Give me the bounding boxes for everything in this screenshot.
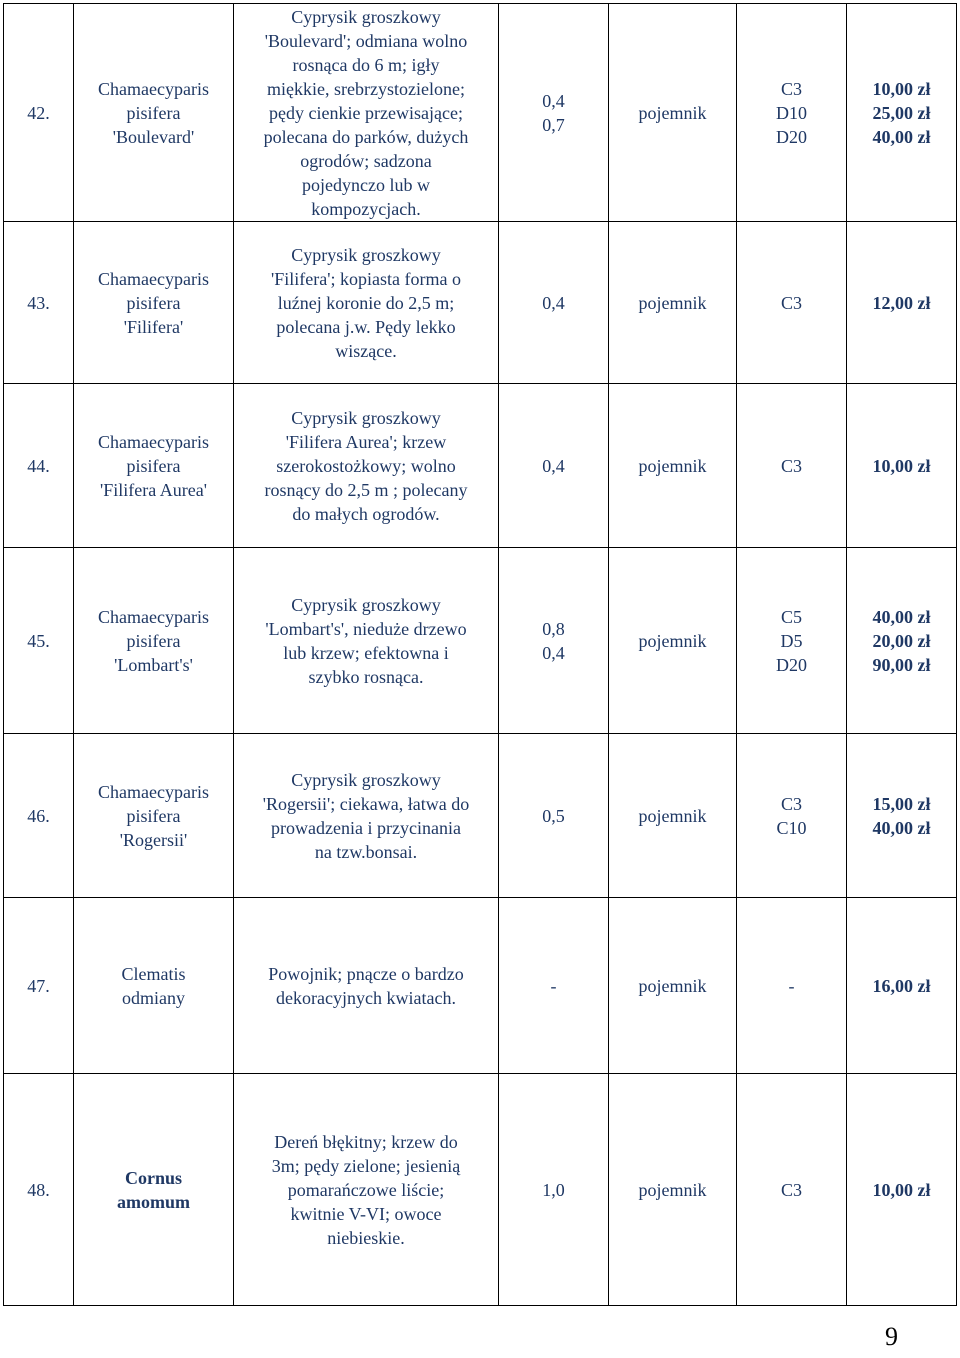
price — [847, 898, 957, 1074]
description-line: ogrodów; sadzona — [300, 150, 432, 171]
plant-name — [74, 898, 234, 1074]
plant-description — [234, 384, 499, 548]
height-value: 1,0 — [542, 1179, 565, 1200]
description-line: szerokostożkowy; wolno — [276, 455, 456, 476]
plant-name-line: 'Lombart's' — [114, 654, 193, 675]
size-value: - — [788, 975, 795, 996]
plant-height — [499, 898, 609, 1074]
plant-name-line: Chamaecyparis — [98, 268, 209, 289]
size-value: D20 — [776, 126, 807, 147]
price-value: 25,00 zł — [872, 102, 931, 123]
plant-description — [234, 548, 499, 734]
price-value: 40,00 zł — [872, 126, 931, 147]
table-row — [4, 384, 957, 548]
plant-name-line: 'Boulevard' — [112, 126, 195, 147]
description-line: Powojnik; pnącze o bardzo — [268, 963, 464, 984]
plant-name-line: pisifera — [126, 292, 181, 313]
item-number: 43. — [4, 222, 74, 384]
plant-description — [234, 898, 499, 1074]
plant-height — [499, 384, 609, 548]
item-number: 45. — [4, 548, 74, 734]
item-number: 42. — [4, 4, 74, 222]
plant-name-line: pisifera — [126, 805, 181, 826]
plant-height — [499, 222, 609, 384]
description-line: Cyprysik groszkowy — [291, 407, 441, 428]
plant-name-line: pisifera — [126, 102, 181, 123]
plant-height — [499, 734, 609, 898]
description-line: 'Filifera Aurea'; krzew — [285, 431, 447, 452]
description-line: polecana do parków, dużych — [263, 126, 469, 147]
height-value: 0,4 — [542, 642, 565, 663]
size-value: D5 — [780, 630, 803, 651]
description-line: pojedynczo lub w — [302, 174, 430, 195]
description-line: luźnej koronie do 2,5 m; — [277, 292, 455, 313]
description-line: kwitnie V-VI; owoce — [290, 1203, 442, 1224]
plant-description — [234, 4, 499, 222]
description-line: Cyprysik groszkowy — [291, 769, 441, 790]
container-size — [737, 4, 847, 222]
description-line: kompozycjach. — [311, 198, 421, 219]
plant-name-line: odmiany — [122, 987, 185, 1008]
description-line: prowadzenia i przycinania — [271, 817, 461, 838]
size-value: C3 — [780, 292, 802, 313]
description-line: rosnący do 2,5 m ; polecany — [264, 479, 468, 500]
description-line: 'Rogersii'; ciekawa, łatwa do — [262, 793, 470, 814]
size-value: C3 — [780, 1179, 802, 1200]
table-row — [4, 898, 957, 1074]
plant-name-line: amomum — [117, 1191, 190, 1212]
price-value: 90,00 zł — [872, 654, 931, 675]
container-size — [737, 898, 847, 1074]
plant-name-line: pisifera — [126, 455, 181, 476]
container-type: pojemnik — [609, 384, 737, 548]
price-value: 10,00 zł — [872, 455, 931, 476]
height-value: - — [550, 975, 557, 996]
plant-name-line: 'Rogersii' — [119, 829, 188, 850]
size-value: C3 — [780, 455, 802, 476]
plant-name — [74, 222, 234, 384]
plant-name-line: 'Filifera Aurea' — [100, 479, 207, 500]
table-row — [4, 222, 957, 384]
description-line: do małych ogrodów. — [292, 503, 440, 524]
description-line: pędy cienkie przewisające; — [269, 102, 463, 123]
description-line: miękkie, srebrzystozielone; — [267, 78, 465, 99]
price-value: 20,00 zł — [872, 630, 931, 651]
plant-name-line: Cornus — [124, 1167, 182, 1188]
price-value: 16,00 zł — [872, 975, 931, 996]
plant-name-line: Clematis — [121, 963, 186, 984]
table-row — [4, 548, 957, 734]
description-line: rosnąca do 6 m; igły — [292, 54, 440, 75]
container-size — [737, 222, 847, 384]
description-line: Dereń błękitny; krzew do — [274, 1131, 458, 1152]
container-type: pojemnik — [609, 1074, 737, 1306]
description-line: 'Filifera'; kopiasta forma o — [271, 268, 461, 289]
container-type: pojemnik — [609, 222, 737, 384]
description-line: wiszące. — [335, 340, 397, 361]
price — [847, 548, 957, 734]
description-line: niebieskie. — [327, 1227, 405, 1248]
page-number: 9 — [885, 1322, 898, 1351]
item-number: 46. — [4, 734, 74, 898]
plant-height — [499, 4, 609, 222]
description-line: 'Boulevard'; odmiana wolno — [264, 30, 468, 51]
size-value: C10 — [776, 817, 807, 838]
price-value: 40,00 zł — [872, 817, 931, 838]
description-line: Cyprysik groszkowy — [291, 6, 441, 27]
price — [847, 734, 957, 898]
plant-name-line: Chamaecyparis — [98, 606, 209, 627]
plant-name — [74, 384, 234, 548]
container-type: pojemnik — [609, 4, 737, 222]
description-line: polecana j.w. Pędy lekko — [276, 316, 456, 337]
plant-name — [74, 734, 234, 898]
plant-description — [234, 222, 499, 384]
description-line: Cyprysik groszkowy — [291, 594, 441, 615]
plant-catalog-table — [3, 3, 957, 1306]
item-number: 47. — [4, 898, 74, 1074]
container-type: pojemnik — [609, 548, 737, 734]
height-value: 0,5 — [542, 805, 565, 826]
description-line: 'Lombart's', nieduże drzewo — [265, 618, 467, 639]
item-number: 44. — [4, 384, 74, 548]
description-line: lub krzew; efektowna i — [283, 642, 449, 663]
plant-name-line: Chamaecyparis — [98, 781, 209, 802]
table-row — [4, 1074, 957, 1306]
plant-name — [74, 4, 234, 222]
description-line: Cyprysik groszkowy — [291, 244, 441, 265]
price-value: 12,00 zł — [872, 292, 931, 313]
plant-name-line: Chamaecyparis — [98, 431, 209, 452]
size-value: C3 — [780, 78, 802, 99]
description-line: szybko rosnąca. — [308, 666, 424, 687]
item-number: 48. — [4, 1074, 74, 1306]
container-type: pojemnik — [609, 734, 737, 898]
plant-height — [499, 548, 609, 734]
price — [847, 1074, 957, 1306]
description-line: 3m; pędy zielone; jesienią — [271, 1155, 461, 1176]
price-value: 10,00 zł — [872, 78, 931, 99]
container-size — [737, 384, 847, 548]
container-type: pojemnik — [609, 898, 737, 1074]
price-value: 40,00 zł — [872, 606, 931, 627]
container-size — [737, 734, 847, 898]
height-value: 0,4 — [542, 455, 565, 476]
size-value: D10 — [776, 102, 807, 123]
container-size — [737, 1074, 847, 1306]
price — [847, 222, 957, 384]
plant-name-line: pisifera — [126, 630, 181, 651]
height-value: 0,4 — [542, 292, 565, 313]
description-line: dekoracyjnych kwiatach. — [276, 987, 456, 1008]
size-value: C5 — [780, 606, 802, 627]
description-line: pomarańczowe liście; — [287, 1179, 445, 1200]
plant-name — [74, 548, 234, 734]
height-value: 0,8 — [542, 618, 565, 639]
plant-name-line: Chamaecyparis — [98, 78, 209, 99]
container-size — [737, 548, 847, 734]
table-row — [4, 4, 957, 222]
price-value: 10,00 zł — [872, 1179, 931, 1200]
plant-name — [74, 1074, 234, 1306]
size-value: C3 — [780, 793, 802, 814]
price — [847, 4, 957, 222]
plant-height — [499, 1074, 609, 1306]
plant-name-line: 'Filifera' — [123, 316, 184, 337]
price-value: 15,00 zł — [872, 793, 931, 814]
price — [847, 384, 957, 548]
height-value: 0,7 — [542, 114, 565, 135]
description-line: na tzw.bonsai. — [314, 841, 418, 862]
table-row — [4, 734, 957, 898]
size-value: D20 — [776, 654, 807, 675]
plant-description — [234, 734, 499, 898]
plant-description — [234, 1074, 499, 1306]
height-value: 0,4 — [542, 90, 565, 111]
